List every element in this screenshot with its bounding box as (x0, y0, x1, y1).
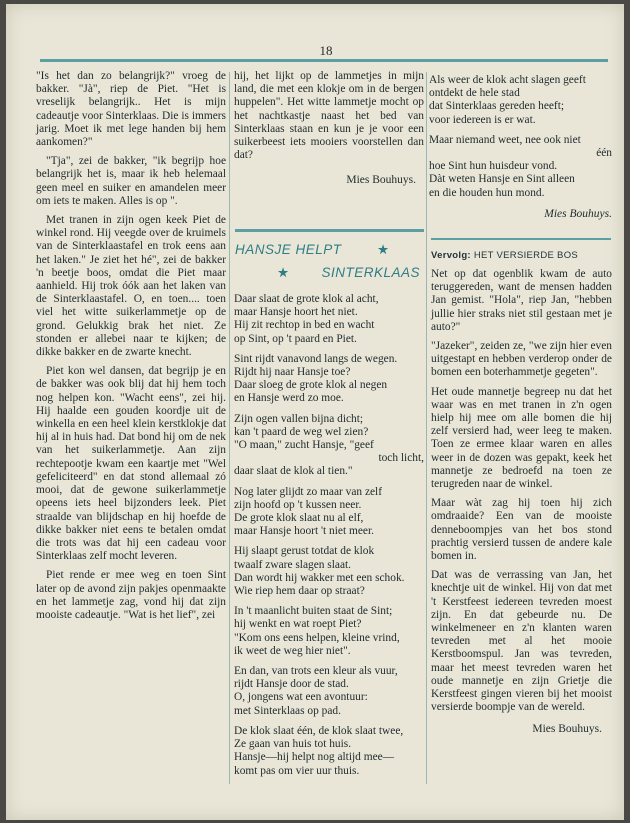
signature: Mies Bouhuys. (346, 174, 416, 187)
column-2-intro (234, 70, 424, 230)
poem-line: "Kom ons eens helpen, kleine vrind, (234, 631, 400, 644)
poem-line: dat Sinterklaas gereden heeft; (429, 100, 565, 113)
paragraph: Het oude mannetje begreep nu dat het waar was en met tranen in z'n ogen hielp hij mee om alle bomen die hij zelf versierd had, weer leeg te maken. Toen ze ermee klaar waren en alles weer in de dozen was gepakt, keek het mannetje ze bedroefd na toen ze terugreden naar de winkel. (431, 385, 612, 491)
poem-line: O, jongens wat een avontuur: (234, 691, 368, 704)
paragraph: Dat was de verrassing van Jan, het knechtje uit de winkel. Hij von dat met 't Kerstfeest iedereen tevreden moest zijn. En dat gebeurde nu. De winkelmeneer en z'n klanten waren tevreden met al het mooie Kerstboomspul. Jan was tevreden, maar het meest tevreden waren het oude mannetje en zijn Grietje die Kerstfeest gingen vieren bij het mooist versierde boompje van de wereld. (431, 569, 612, 714)
poem-line: Hij slaapt gerust totdat de klok (234, 545, 375, 558)
poem-line: en Hansje werd zo moe. (234, 392, 344, 405)
column-1 (36, 70, 226, 628)
poem-line: Zijn ogen vallen bijna dicht; (234, 412, 364, 425)
stanza (234, 725, 424, 778)
poem-line: daar slaat de klok al tien." (234, 465, 353, 478)
paragraph: hij, het lijkt op de lammetjes in mijn land, die met een klokje om in de bergen huppelen". Het witte lammetje mocht op het nachtkastje naast het bed van Sinterklaas staan en kun je je voor een suikerbeest iets mooiers voorstellen dan dat? (234, 70, 424, 162)
poem-line: zijn hoofd op 't kussen neer. (234, 498, 362, 511)
column-divider-2 (426, 72, 427, 784)
poem-line: kan 't paard de weg wel zien? (234, 425, 369, 438)
poem-line: "O maan," zucht Hansje, "geef (234, 439, 374, 452)
continued-title: HET VERSIERDE BOS (473, 250, 579, 261)
poem-line: Als weer de klok acht slagen geeft (429, 74, 586, 86)
paragraph: Piet kon wel dansen, dat begrijp je en de bakker was ook blij dat hij hem toch nog helpen kon. "Wacht eens", zei hij. Hij haalde een gouden koordje uit de winkella en een heel klein kerstklokje dat hij al in huis had. Dat bond hij om de nek van het suikerlammetje. Aan zijn rechtepootje kwam een kaartje met "Wel gefeliciteerd" en dat stond allemaal zó mooi, dat de gewone suikerlammetje opeens iets heel bijzonders leek. Piet straalde van blijdschap en hij hoefde de dikke bakker niet eens te betalen omdat die trots was dat hij een cadeau voor Sinterklaas zelf mocht leveren. (36, 365, 226, 563)
stanza (234, 353, 424, 406)
poem-line: Ze gaan van huis tot huis. (234, 738, 352, 751)
paragraph: Met tranen in zijn ogen keek Piet de winkel rond. Hij veegde over de kruimels van de Sinterklaastafel en trok eens aan het laken." Je ziet het hé", zei de bakker 'n beetje boos, omdat die Piet maar aanhield. Hij trok óók aan het laken van de Sinterklaastafel. O, en toen.... toen viel het witte suikerlammetje op de grond. Gelukkig brak het niet. Ze stonden er allebei naar te kijken; de dikke bakker en de zwarte knecht. (36, 214, 226, 359)
magazine-page (6, 4, 624, 820)
poem-line: rijdt Hansje door de stad. (234, 678, 349, 691)
continued-label: Vervolg: (431, 250, 471, 261)
stanza (429, 134, 612, 200)
stanza (234, 486, 424, 539)
stanza (234, 665, 424, 718)
poem-continuation (429, 74, 612, 221)
poem-line: en die houden hun mond. (429, 186, 545, 199)
stanza (429, 74, 612, 127)
paragraph: Piet rende er mee weg en toen Sint later op de avond zijn pakjes openmaakte en het lammetje zag, vond hij dat zijn mooiste cadeautje. "Wat is het lief", zei (36, 569, 226, 621)
star-icon: ★ (277, 265, 290, 280)
poem-line: De klok slaat één, de klok slaat twee, (234, 724, 404, 737)
paragraph: Net op dat ogenblik kwam de auto teruggereden, want de mensen hadden Jan gemist. "Hola", riep Jan, "hebben jullie hier straks niet stil gestaan met je auto?" (431, 268, 612, 333)
poem-title (235, 232, 424, 290)
continued-heading (431, 250, 612, 261)
paragraph: "Is het dan zo belangrijk?" vroeg de bakker. "Jà", riep de Piet. "Het is vreselijk belangrijk.. Het is mijn cadeautje voor Sinterklaas. Die is immers jarig. Moet ik met lege handen bij hem aankomen?" (36, 70, 226, 149)
poem-line: Hansje—hij helpt nog altijd mee— (234, 751, 395, 764)
poem-line: hoe Sint hun huisdeur vond. (429, 160, 558, 173)
poem-line: ik weet de weg hier niet". (234, 644, 351, 657)
poem-line: In 't maanlicht buiten staat de Sint; (234, 605, 393, 618)
stanza (234, 605, 424, 658)
star-icon: ★ (377, 242, 390, 257)
signature: Mies Bouhuys. (544, 207, 612, 220)
stanza (234, 545, 424, 598)
poem-line: toch licht, (378, 452, 424, 465)
poem-hansje-helpt-sinterklaas (234, 293, 424, 785)
poem-line: maar Hansje hoort het niet. (234, 306, 358, 319)
stanza (234, 413, 424, 479)
poem-line: Rijdt hij naar Hansje toe? (234, 366, 351, 379)
page-number: 18 (306, 44, 346, 58)
poem-line: Nog later glijdt zo maar van zelf (234, 485, 383, 498)
signature: Mies Bouhuys. (532, 722, 602, 735)
poem-line: één (596, 147, 612, 160)
poem-line: voor iedereen is er wat. (429, 113, 536, 126)
paragraph: "Jazeker", zeiden ze, "we zijn hier even uitgestapt en hebben verderop onder de bomen een boterhammetje gegeten". (431, 340, 612, 379)
story-het-versierde-bos (431, 268, 612, 736)
section-rule (431, 238, 611, 240)
poem-line: Maar niemand weet, nee ook niet (429, 133, 581, 146)
stanza (234, 293, 424, 346)
poem-line: Wie riep hem daar op straat? (234, 585, 365, 598)
header-rule (40, 59, 608, 62)
poem-line: Dan wordt hij wakker met een schok. (234, 571, 405, 584)
poem-title-line-2: SINTERKLAAS (321, 265, 420, 280)
paragraph: Maar wàt zag hij toen hij zich omdraaide? Een van de mooiste denneboompjes van het bos stond prachtig versierd tussen de andere kale bomen in. (431, 497, 612, 563)
poem-line: komt pas om vier uur thuis. (234, 764, 360, 777)
poem-line: En dan, van trots een kleur als vuur, (234, 665, 398, 678)
poem-line: hij wenkt en wat roept Piet? (234, 618, 362, 631)
poem-line: Dàt weten Hansje en Sint alleen (429, 173, 575, 186)
poem-line: met Sinterklaas op pad. (234, 704, 341, 717)
poem-line: De grote klok slaat nu al elf, (234, 512, 364, 525)
poem-line: Sint rijdt vanavond langs de wegen. (234, 352, 398, 365)
poem-line: ontdekt de hele stad (429, 87, 520, 100)
poem-line: maar Hansje hoort 't niet meer. (234, 525, 374, 538)
poem-line: Daar sloeg de grote klok al negen (234, 379, 388, 392)
poem-line: Daar slaat de grote klok al acht, (234, 293, 379, 305)
poem-title-line-1: HANSJE HELPT (235, 242, 342, 257)
column-divider-1 (229, 72, 230, 784)
poem-line: Hij zit rechtop in bed en wacht (234, 319, 375, 332)
poem-line: twaalf zware slagen slaat. (234, 558, 352, 571)
paragraph: "Tja", zei de bakker, "ik begrijp hoe belangrijk het is, maar ik heb helemaal geen meel en suiker en amandelen meer om iets te maken. Alles is op ". (36, 155, 226, 207)
poem-line: op Sint, op 't paard en Piet. (234, 332, 357, 345)
